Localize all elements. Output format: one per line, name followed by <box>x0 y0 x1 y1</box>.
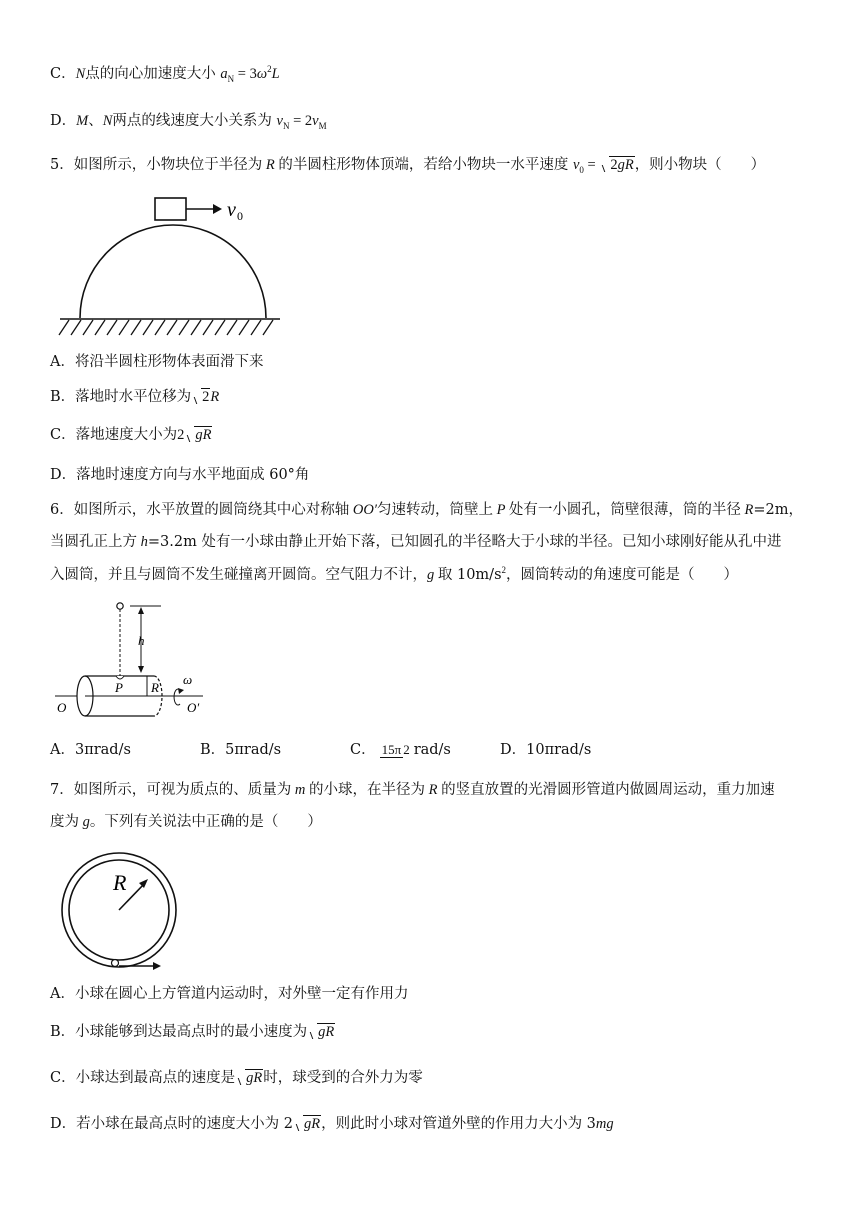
q6-option-d: D．10πrad/s <box>500 742 592 758</box>
q6-option-a: A．3πrad/s <box>50 742 131 758</box>
r-label: R <box>113 870 127 895</box>
q4-option-c: C．N点的向心加速度大小 $a_N = 3\omega^2L$ <box>50 64 280 84</box>
q6-option-b: B．5πrad/s <box>200 742 282 758</box>
q6-options <box>50 740 591 760</box>
svg-text:O: O <box>57 700 67 715</box>
svg-text:0: 0 <box>237 209 243 223</box>
svg-text:P: P <box>115 680 123 695</box>
q5-stem: 5．如图所示，小物块位于半径为 R 的半圆柱形物体顶端，若给小物块一水平速度 $v_0 = 2gR$，则小物块（ ） <box>50 157 766 175</box>
q6-stem-line3: 入圆筒，并且与圆筒不发生碰撞离开圆筒。空气阻力不计，g 取 $10m/s^2$，圆筒转动的角速度可能是（ ） <box>50 565 739 583</box>
q6-option-c: C． 15π 2 rad/s <box>350 741 451 758</box>
q5-option-d: D．落地时速度方向与水平地面成 60°角 <box>50 467 310 483</box>
q7-option-c: C．小球达到最高点的速度是 gR时，球受到的合外力为零 <box>50 1070 423 1086</box>
q5-option-c: C．落地速度大小为2 gR <box>50 427 212 443</box>
half-cylinder-figure <box>55 190 290 340</box>
q6-stem-line2: 当圆孔正上方 h=3.2m 处有一小球由静止开始下落，已知圆孔的半径略大于小球的半径。已知小球刚好能从孔中进 <box>50 534 782 550</box>
circular-tube-figure <box>55 848 185 978</box>
q6-stem-line1: 6．如图所示，水平放置的圆筒绕其中心对称轴 OO′匀速转动，筒壁上 P 处有一小圆孔，筒壁很薄，筒的半径 R=2m， <box>50 502 803 518</box>
q5-option-b: B．落地时水平位移为 2R <box>50 389 220 405</box>
svg-text:h: h <box>138 633 145 648</box>
q7-option-a: A．小球在圆心上方管道内运动时，对外壁一定有作用力 <box>50 986 409 1002</box>
q4-option-d: D．M、N两点的线速度大小关系为 $v_N = 2v_M$ <box>50 113 327 131</box>
svg-text:O′: O′ <box>187 700 200 715</box>
q7-stem-line2: 度为 g。下列有关说法中正确的是（ ） <box>50 814 322 830</box>
q7-option-b: B．小球能够到达最高点时的最小速度为 gR <box>50 1024 335 1040</box>
svg-text:ω: ω <box>183 672 193 687</box>
v0-label: v <box>227 199 236 221</box>
q7-stem-line1: 7．如图所示，可视为质点的、质量为 m 的小球，在半径为 R 的竖直放置的光滑圆形管道内做圆周运动，重力加速 <box>50 782 775 798</box>
rotating-cylinder-figure <box>55 600 215 720</box>
q5-option-a: A．将沿半圆柱形物体表面滑下来 <box>50 354 264 370</box>
q7-option-d: D．若小球在最高点时的速度大小为 2 gR，则此时小球对管道外壁的作用力大小为 3mg <box>50 1116 614 1132</box>
svg-text:R: R <box>151 680 159 695</box>
